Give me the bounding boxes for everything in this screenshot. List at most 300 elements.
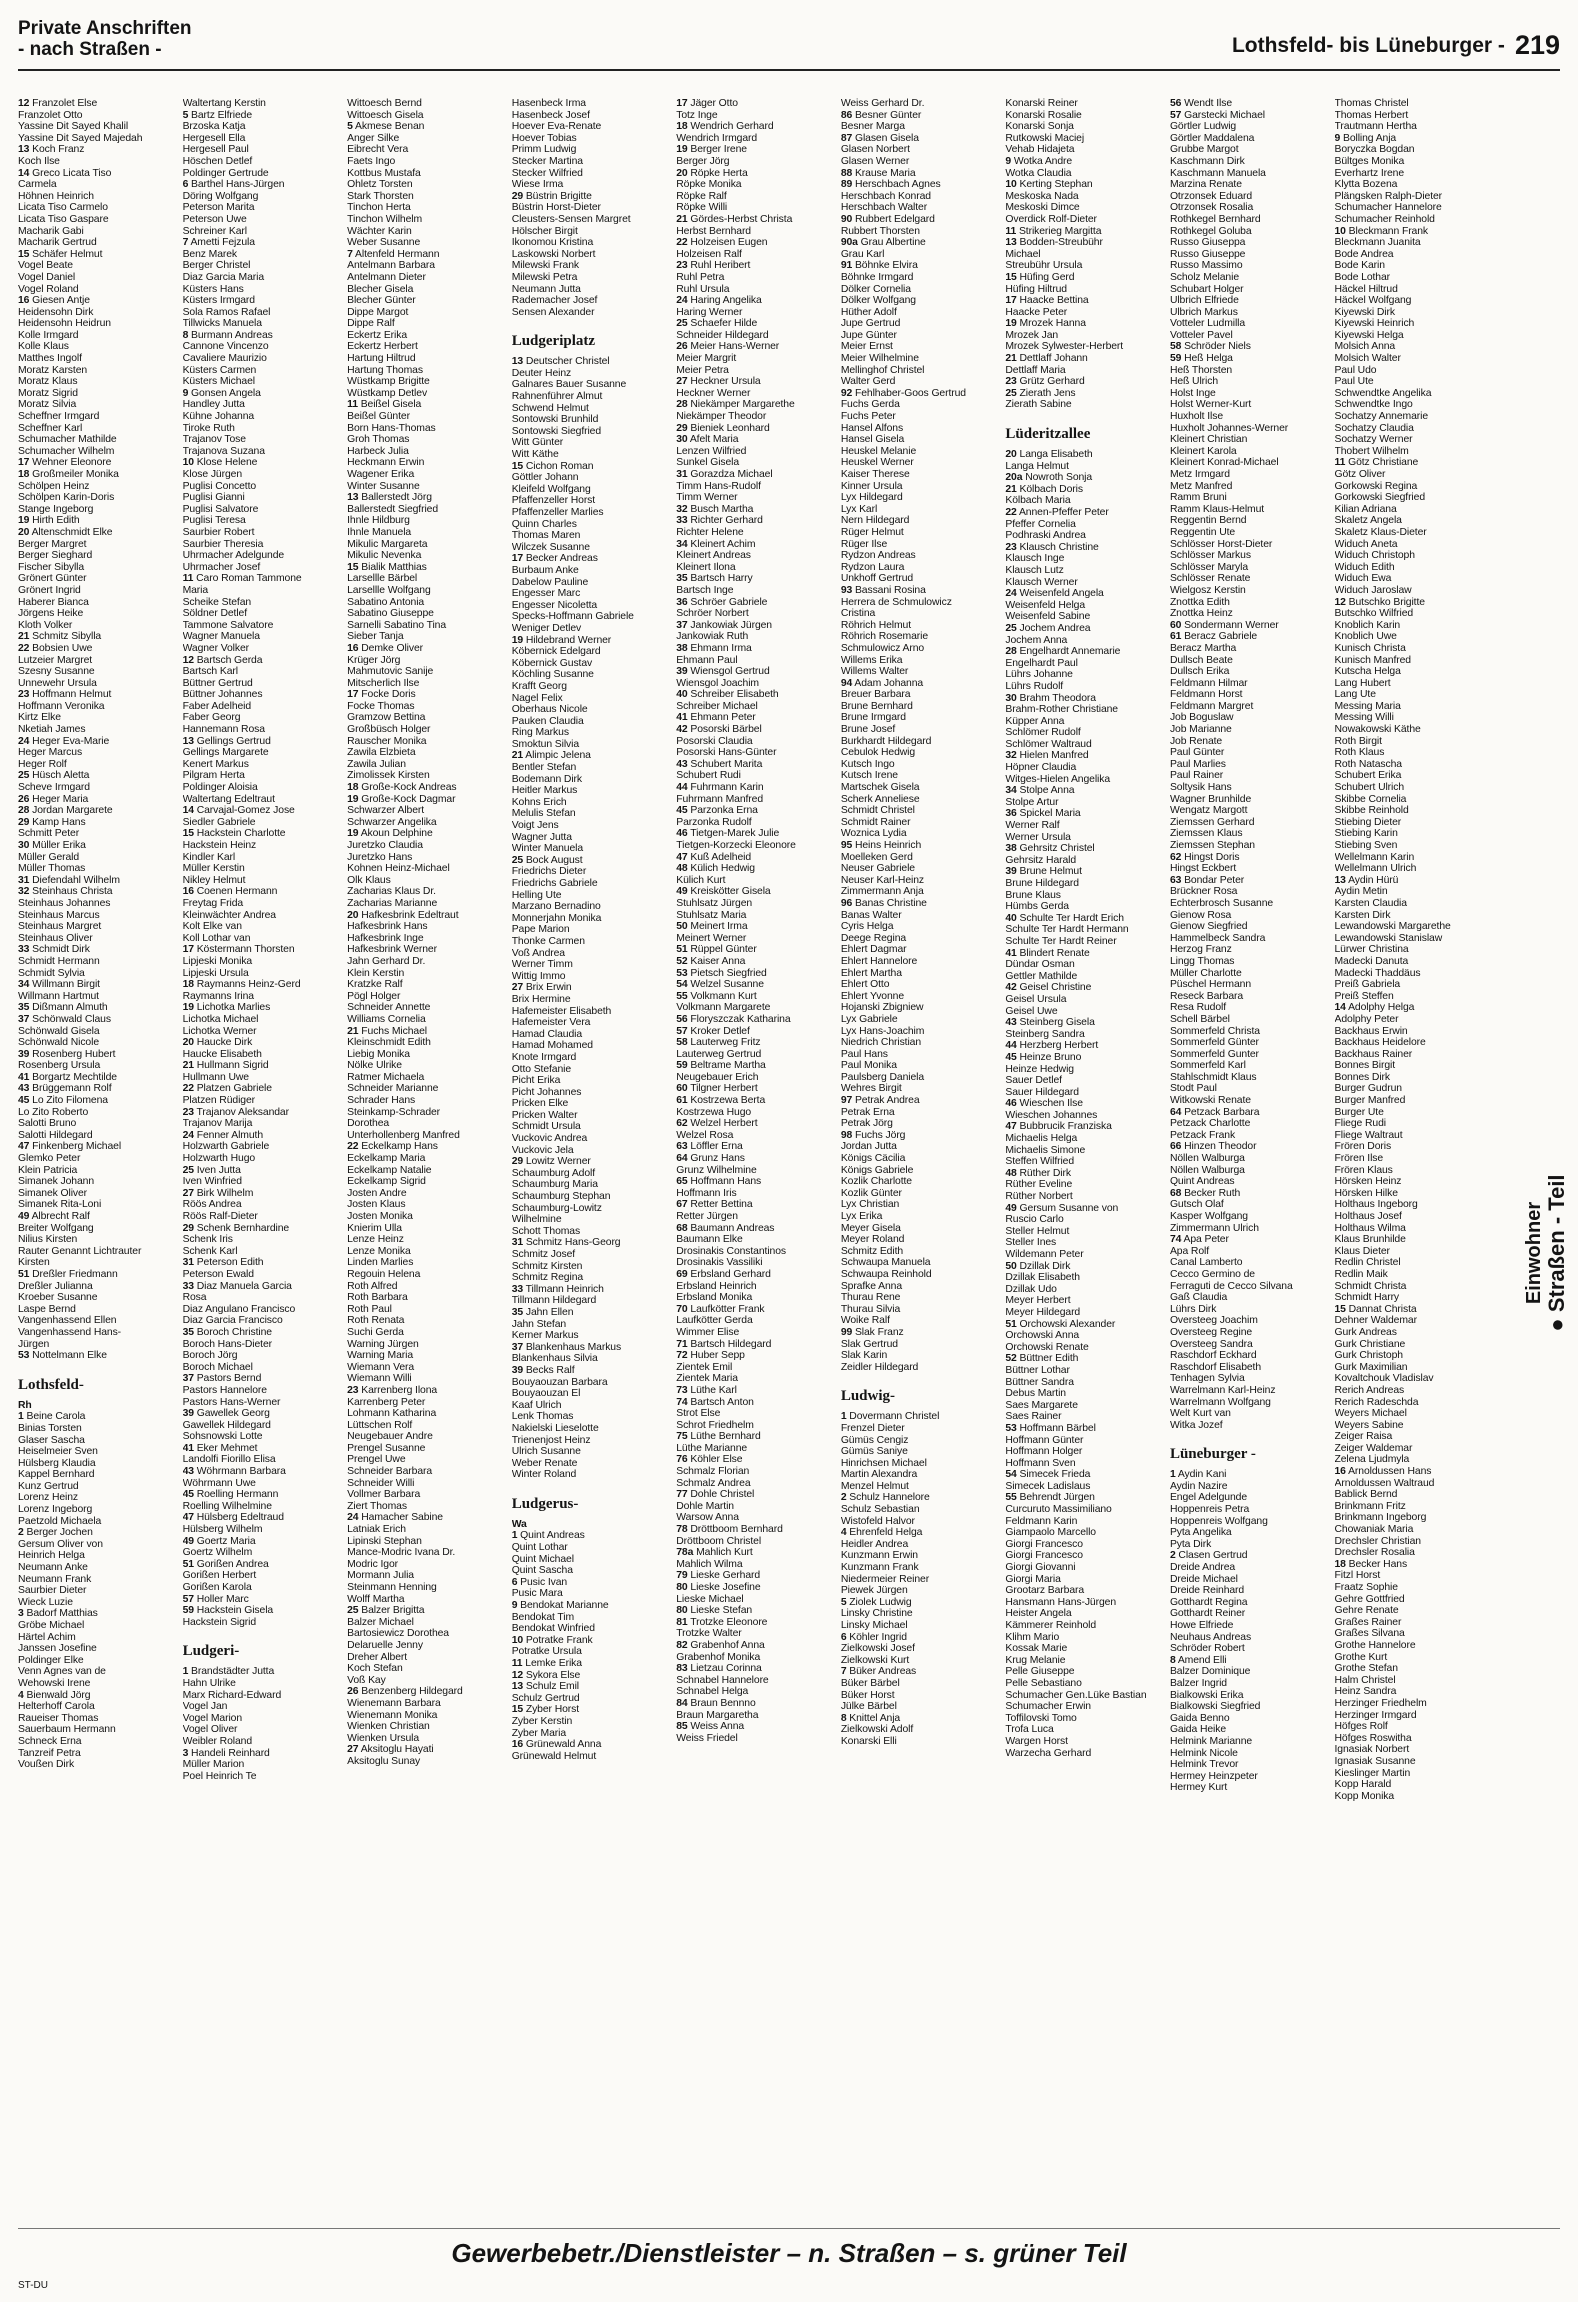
resident-name: Schmidt Christel [840, 805, 915, 817]
resident-entry [676, 226, 837, 238]
resident-entry [347, 875, 508, 887]
resident-entry [18, 747, 179, 759]
resident-name: Rubbert Edelgard [854, 213, 935, 225]
resident-name: Glemko Peter [18, 1153, 81, 1165]
resident-name: Messing Maria [1334, 700, 1401, 712]
resident-entry [512, 1542, 673, 1554]
resident-entry [183, 1454, 344, 1466]
house-number: 13 [18, 144, 30, 156]
resident-entry [1170, 759, 1331, 771]
resident-name: Döring Wolfgang [182, 190, 259, 202]
resident-entry [1335, 712, 1496, 724]
resident-name: Brix Erwin [525, 982, 572, 994]
resident-entry [1170, 179, 1331, 191]
resident-name: Nketiah James [18, 724, 86, 736]
resident-entry [1335, 933, 1496, 945]
resident-entry [676, 330, 837, 342]
resident-entry [841, 1481, 1002, 1493]
house-number: 51 [182, 1558, 194, 1570]
resident-entry [183, 423, 344, 435]
resident-name: Faets Ingo [347, 155, 396, 167]
resident-entry [1005, 307, 1166, 319]
house-number: 16 [18, 295, 30, 307]
resident-entry [18, 295, 179, 307]
resident-name: Heß Thorsten [1169, 364, 1233, 376]
resident-entry [1335, 910, 1496, 922]
resident-entry [676, 643, 837, 655]
resident-name: Fuhrmann Karin [690, 782, 764, 794]
house-number: 21 [182, 1060, 194, 1072]
resident-name: Michael [1005, 248, 1041, 260]
resident-entry [676, 133, 837, 145]
resident-name: Dohle Christel [690, 1489, 755, 1501]
resident-entry [841, 1458, 1002, 1470]
resident-entry [512, 924, 673, 936]
resident-entry [1170, 1037, 1331, 1049]
resident-entry [347, 133, 508, 145]
resident-entry [512, 716, 673, 728]
resident-name: Messing Willi [1334, 712, 1394, 724]
resident-entry [347, 226, 508, 238]
resident-name: Trajanov Tose [182, 434, 246, 446]
resident-entry [347, 1524, 508, 1536]
resident-entry [1170, 620, 1331, 632]
resident-entry [18, 191, 179, 203]
resident-entry [1335, 991, 1496, 1003]
resident-entry [841, 817, 1002, 829]
house-number: 28 [676, 399, 688, 411]
resident-name: Harbeck Julia [347, 445, 409, 457]
resident-name: Glaser Sascha [18, 1434, 85, 1446]
resident-name: Potratke Frank [525, 1634, 593, 1646]
resident-name: Ikonomou Kristina [511, 237, 594, 249]
house-number: 42 [1005, 982, 1017, 994]
resident-name: Skibbe Cornelia [1334, 793, 1407, 805]
resident-entry [676, 527, 837, 539]
house-number: 31 [182, 1257, 194, 1269]
resident-entry [1005, 658, 1166, 670]
resident-name: Großbüsch Holger [347, 724, 431, 736]
resident-entry [18, 214, 179, 226]
resident-entry [1335, 1292, 1496, 1304]
resident-name: Holthaus Josef [1334, 1211, 1402, 1222]
resident-entry [841, 1469, 1002, 1481]
resident-entry [183, 597, 344, 609]
house-number: 80 [676, 1582, 688, 1593]
resident-entry [512, 391, 673, 403]
resident-entry [1170, 1701, 1331, 1713]
house-number: 19 [1005, 318, 1017, 330]
resident-name: Lutzeier Margret [18, 654, 93, 666]
house-number: 8 [182, 329, 189, 341]
resident-entry [1170, 840, 1331, 852]
resident-name: Brune Hildegard [1005, 878, 1079, 889]
resident-name: Roth Natascha [1334, 758, 1402, 770]
resident-entry [347, 933, 508, 945]
resident-entry [1170, 1199, 1331, 1211]
resident-name: Schreiber Elisabeth [690, 689, 779, 701]
resident-name: Neumann Frank [18, 1573, 92, 1585]
resident-name: Herrera de Schmulowicz [840, 596, 952, 608]
resident-name: Wöhrmann Uwe [182, 1477, 256, 1489]
house-number: 13 [511, 356, 524, 368]
house-number: 7 [347, 248, 353, 260]
resident-entry [183, 678, 344, 690]
resident-name: Mellinghof Christel [840, 364, 925, 376]
resident-name: Gurk Andreas [1334, 1326, 1397, 1338]
resident-entry [1005, 214, 1166, 226]
resident-name: Simecek Ladislaus [1005, 1480, 1091, 1492]
resident-entry [347, 1049, 508, 1061]
resident-name: Otrzonsek Rosalia [1169, 202, 1254, 214]
resident-name: Hackstein Gisela [196, 1605, 274, 1617]
resident-entry [841, 295, 1002, 307]
resident-entry [1335, 284, 1496, 296]
resident-name: Ehrenfeld Helga [849, 1527, 923, 1539]
resident-name: Heger Maria [32, 793, 89, 805]
resident-name: Michaelis Helga [1005, 1133, 1078, 1145]
resident-name: Unnewehr Ursula [18, 677, 97, 689]
house-number: 33 [18, 944, 30, 956]
resident-name: Paul Günter [1169, 747, 1225, 759]
resident-name: Schlömer Waltraud [1005, 738, 1092, 750]
resident-name: Canal Lamberto [1169, 1257, 1243, 1269]
resident-entry [512, 1658, 673, 1670]
resident-entry [1170, 1408, 1331, 1420]
resident-entry [512, 356, 673, 368]
resident-entry [1005, 249, 1166, 261]
resident-name: Lemke Erika [525, 1658, 582, 1669]
house-number: 30 [676, 434, 688, 446]
resident-name: Steinhaus Christa [32, 886, 113, 898]
resident-name: Janssen Josefine [18, 1643, 97, 1655]
resident-name: Richter Gerhard [690, 515, 763, 527]
resident-name: Diaz Manuela Garcia [196, 1280, 292, 1292]
house-number: 45 [676, 805, 688, 817]
resident-entry [841, 481, 1002, 493]
resident-name: Schwaupa Reinhold [840, 1268, 932, 1280]
resident-name: Nölke Ulrike [347, 1060, 402, 1072]
resident-entry [512, 611, 673, 623]
resident-name: Dovermann Christel [849, 1411, 940, 1423]
resident-entry [183, 1130, 344, 1142]
resident-name: Pögl Holger [347, 990, 401, 1002]
resident-entry [183, 666, 344, 678]
resident-name: Frören Ilse [1334, 1153, 1384, 1165]
house-number: 23 [182, 1106, 194, 1118]
house-number: 5 [182, 109, 189, 121]
resident-entry [18, 1049, 179, 1061]
resident-entry [1005, 1295, 1166, 1307]
resident-entry [18, 863, 179, 875]
resident-entry [1005, 1388, 1166, 1400]
resident-entry [1170, 678, 1331, 690]
resident-entry [1005, 519, 1166, 531]
resident-entry [512, 307, 673, 319]
house-number: 84 [676, 1697, 688, 1709]
resident-name: Roth Paul [347, 1303, 392, 1315]
resident-entry [18, 689, 179, 701]
resident-entry [183, 168, 344, 180]
resident-entry [1005, 295, 1166, 307]
resident-name: Pricken Elke [511, 1098, 569, 1110]
resident-entry [676, 1733, 837, 1745]
resident-name: Wienemann Monika [347, 1709, 438, 1721]
house-number: 11 [182, 573, 194, 585]
resident-entry [841, 1597, 1002, 1609]
resident-entry [512, 1272, 673, 1284]
resident-entry [1335, 1223, 1496, 1235]
house-number: 44 [1005, 1040, 1017, 1052]
house-number: 20a [1005, 472, 1023, 484]
resident-entry [183, 1582, 344, 1594]
resident-entry [183, 1072, 344, 1084]
house-number: 13 [347, 492, 359, 504]
resident-name: Vollmer Barbara [347, 1489, 421, 1501]
resident-entry [512, 1751, 673, 1763]
resident-name: Stecker Martina [511, 155, 583, 167]
resident-name: Paul Ute [1334, 376, 1374, 388]
resident-entry [183, 98, 344, 110]
side-tab-line2: ● Straßen - Teil [1544, 1174, 1569, 1332]
resident-entry [18, 434, 179, 446]
resident-name: Gienow Siegfried [1169, 921, 1248, 933]
resident-name: Wielgosz Kerstin [1169, 584, 1246, 596]
resident-name: Meier Petra [676, 364, 729, 376]
resident-entry [183, 979, 344, 991]
resident-entry [676, 1489, 837, 1501]
house-number: 26 [347, 1686, 359, 1698]
resident-name: Holler Marc [196, 1593, 249, 1605]
resident-entry [512, 1214, 673, 1226]
resident-name: Poldinger Aloisia [182, 782, 258, 794]
house-number: 54 [1005, 1469, 1017, 1481]
resident-entry [1335, 828, 1496, 840]
resident-name: Widuch Edith [1334, 561, 1395, 573]
resident-entry [18, 179, 179, 191]
resident-entry [183, 1327, 344, 1339]
resident-entry [1170, 1049, 1331, 1061]
resident-entry [1170, 666, 1331, 678]
house-number: 27 [511, 982, 524, 994]
resident-name: Grönert Ingrid [18, 584, 81, 596]
resident-entry [183, 550, 344, 562]
resident-name: Ignasiak Susanne [1334, 1755, 1416, 1767]
resident-name: Thobert Wilhelm [1334, 445, 1409, 457]
resident-name: Kratzke Ralf [347, 979, 403, 991]
resident-name: Wehner Eleonore [32, 457, 112, 469]
resident-name: Hasenbeck Josef [511, 109, 590, 121]
resident-entry [841, 1327, 1002, 1339]
resident-entry [841, 1292, 1002, 1304]
resident-entry [18, 1060, 179, 1072]
resident-entry [183, 828, 344, 840]
resident-entry [676, 1397, 837, 1409]
resident-name: Glasen Gisela [854, 132, 919, 144]
resident-name: Müller Marion [182, 1759, 245, 1771]
resident-entry [347, 1675, 508, 1687]
resident-entry [512, 249, 673, 261]
resident-entry [1170, 770, 1331, 782]
house-number: 21 [511, 750, 524, 762]
resident-name: Grau Albertine [860, 237, 926, 249]
resident-name: Pyta Dirk [1169, 1538, 1212, 1550]
resident-name: Hansel Gisela [840, 434, 905, 446]
resident-entry [347, 620, 508, 632]
resident-entry [18, 1620, 179, 1632]
house-number: 4 [18, 1689, 24, 1701]
resident-entry [676, 979, 837, 991]
resident-name: Salotti Bruno [18, 1118, 77, 1130]
resident-name: Fitzl Horst [1334, 1570, 1381, 1582]
resident-name: Kamp Hans [32, 816, 86, 828]
resident-entry [841, 1072, 1002, 1084]
resident-entry [512, 379, 673, 391]
resident-name: Schmitz Sibylla [32, 631, 102, 643]
resident-name: Saes Margarete [1005, 1399, 1078, 1411]
footer-note: Gewerbebetr./Dienstleister – n. Straßen – s. grüner Teil [451, 2238, 1127, 2268]
resident-entry [512, 1353, 673, 1365]
resident-name: Püschel Hermann [1169, 979, 1252, 991]
resident-entry [841, 1362, 1002, 1374]
resident-name: Stolpe Anna [1019, 785, 1075, 797]
corner-code: ST-DU [18, 2280, 48, 2291]
resident-entry [183, 689, 344, 701]
resident-name: Kunisch Manfred [1334, 654, 1411, 666]
resident-entry [1170, 1211, 1331, 1223]
resident-name: Born Hans-Thomas [347, 422, 436, 434]
resident-name: Zientek Maria [676, 1373, 738, 1385]
resident-name: Hafkesbrink Edeltraut [361, 909, 459, 921]
resident-name: Votteler Pavel [1169, 329, 1233, 341]
resident-entry [347, 156, 508, 168]
resident-entry [676, 1420, 837, 1432]
resident-name: Gehre Gottfried [1334, 1593, 1405, 1605]
resident-entry [841, 1574, 1002, 1586]
resident-entry [183, 863, 344, 875]
house-number: 34 [18, 979, 30, 991]
resident-entry [347, 1339, 508, 1351]
resident-entry [347, 144, 508, 156]
resident-name: Helmink Marianne [1169, 1735, 1253, 1747]
directory-column [1170, 98, 1334, 2223]
resident-name: Heß Ulrich [1169, 376, 1219, 388]
resident-name: Söldner Detlef [182, 608, 248, 620]
resident-entry [18, 1481, 179, 1493]
resident-entry [1335, 759, 1496, 771]
resident-entry [841, 1153, 1002, 1165]
house-number: 25 [511, 854, 524, 866]
resident-entry [347, 318, 508, 330]
resident-name: Strikerieg Margitta [1018, 225, 1102, 237]
resident-name: Dölker Cornelia [840, 283, 911, 295]
directory-column [18, 98, 182, 2223]
resident-entry [347, 1257, 508, 1269]
resident-name: Görtler Ludwig [1169, 121, 1237, 133]
resident-entry [676, 1060, 837, 1072]
resident-entry [841, 144, 1002, 156]
resident-entry [676, 168, 837, 180]
resident-name: Blecher Gisela [347, 283, 414, 295]
resident-entry [347, 817, 508, 829]
resident-entry [347, 886, 508, 898]
resident-name: Ramm Bruni [1169, 492, 1227, 504]
resident-entry [1335, 168, 1496, 180]
resident-entry [676, 655, 837, 667]
resident-entry [347, 110, 508, 122]
resident-name: Besner Marga [840, 121, 905, 133]
resident-entry [347, 330, 508, 342]
resident-entry [347, 678, 508, 690]
resident-entry [347, 1211, 508, 1223]
resident-entry [676, 1281, 837, 1293]
resident-entry [676, 353, 837, 365]
resident-entry [1335, 562, 1496, 574]
resident-name: Gorkowski Regina [1334, 480, 1418, 492]
resident-entry [347, 1466, 508, 1478]
resident-entry [183, 1547, 344, 1559]
resident-name: Karsten Dirk [1334, 909, 1391, 921]
resident-name: Hojanski Zbigniew [840, 1002, 924, 1014]
resident-name: Backhaus Heidelore [1334, 1037, 1426, 1049]
resident-entry [347, 1582, 508, 1594]
resident-name: Lipjeski Monika [182, 955, 253, 967]
resident-name: Hannemann Rosa [182, 724, 265, 736]
resident-name: Unkhoff Gertrud [840, 573, 914, 585]
resident-entry [1335, 1512, 1496, 1524]
resident-entry [183, 1478, 344, 1490]
resident-entry [512, 635, 673, 647]
resident-name: Woznica Lydia [840, 828, 907, 840]
resident-name: Scheffner Irmgard [18, 411, 100, 423]
resident-name: Wotka Andre [1013, 155, 1073, 167]
resident-entry [676, 1327, 837, 1339]
resident-name: Warzecha Gerhard [1005, 1747, 1092, 1759]
resident-name: Boroch Michael [182, 1361, 253, 1373]
resident-entry [347, 504, 508, 516]
resident-name: Lenk Thomas [511, 1411, 574, 1423]
resident-name: Oversteeg Regine [1169, 1326, 1253, 1338]
house-number: 33 [511, 1283, 524, 1295]
resident-entry [676, 1594, 837, 1606]
resident-entry [18, 1257, 179, 1269]
house-number: 24 [182, 1129, 194, 1141]
resident-entry [18, 1748, 179, 1760]
resident-name: Scheffner Karl [18, 422, 83, 434]
resident-entry [18, 1504, 179, 1516]
resident-entry [347, 643, 508, 655]
house-number: 22 [347, 1141, 359, 1153]
resident-name: Dreide Reinhard [1169, 1585, 1245, 1597]
house-number: 36 [676, 596, 688, 608]
resident-name: Oversteeg Sandra [1169, 1338, 1253, 1350]
resident-name: Goertz Wilhelm [182, 1547, 253, 1559]
resident-entry [512, 519, 673, 531]
resident-name: Tammone Salvatore [182, 619, 274, 631]
resident-name: Widuch Jaroslaw [1334, 584, 1412, 596]
resident-name: Stange Ingeborg [18, 503, 94, 515]
resident-name: Mahmutovic Sanije [347, 666, 434, 678]
resident-name: Friedrichs Dieter [511, 866, 587, 878]
resident-entry [1170, 1643, 1331, 1655]
resident-name: Köchling Susanne [511, 669, 594, 681]
resident-name: Grönert Günter [18, 573, 87, 585]
resident-entry [1005, 1017, 1166, 1029]
resident-entry [1335, 1721, 1496, 1733]
resident-name: Vangenhassend Hans- [18, 1326, 122, 1338]
resident-entry [1170, 504, 1331, 516]
resident-name: Kroeber Susanne [18, 1292, 98, 1304]
